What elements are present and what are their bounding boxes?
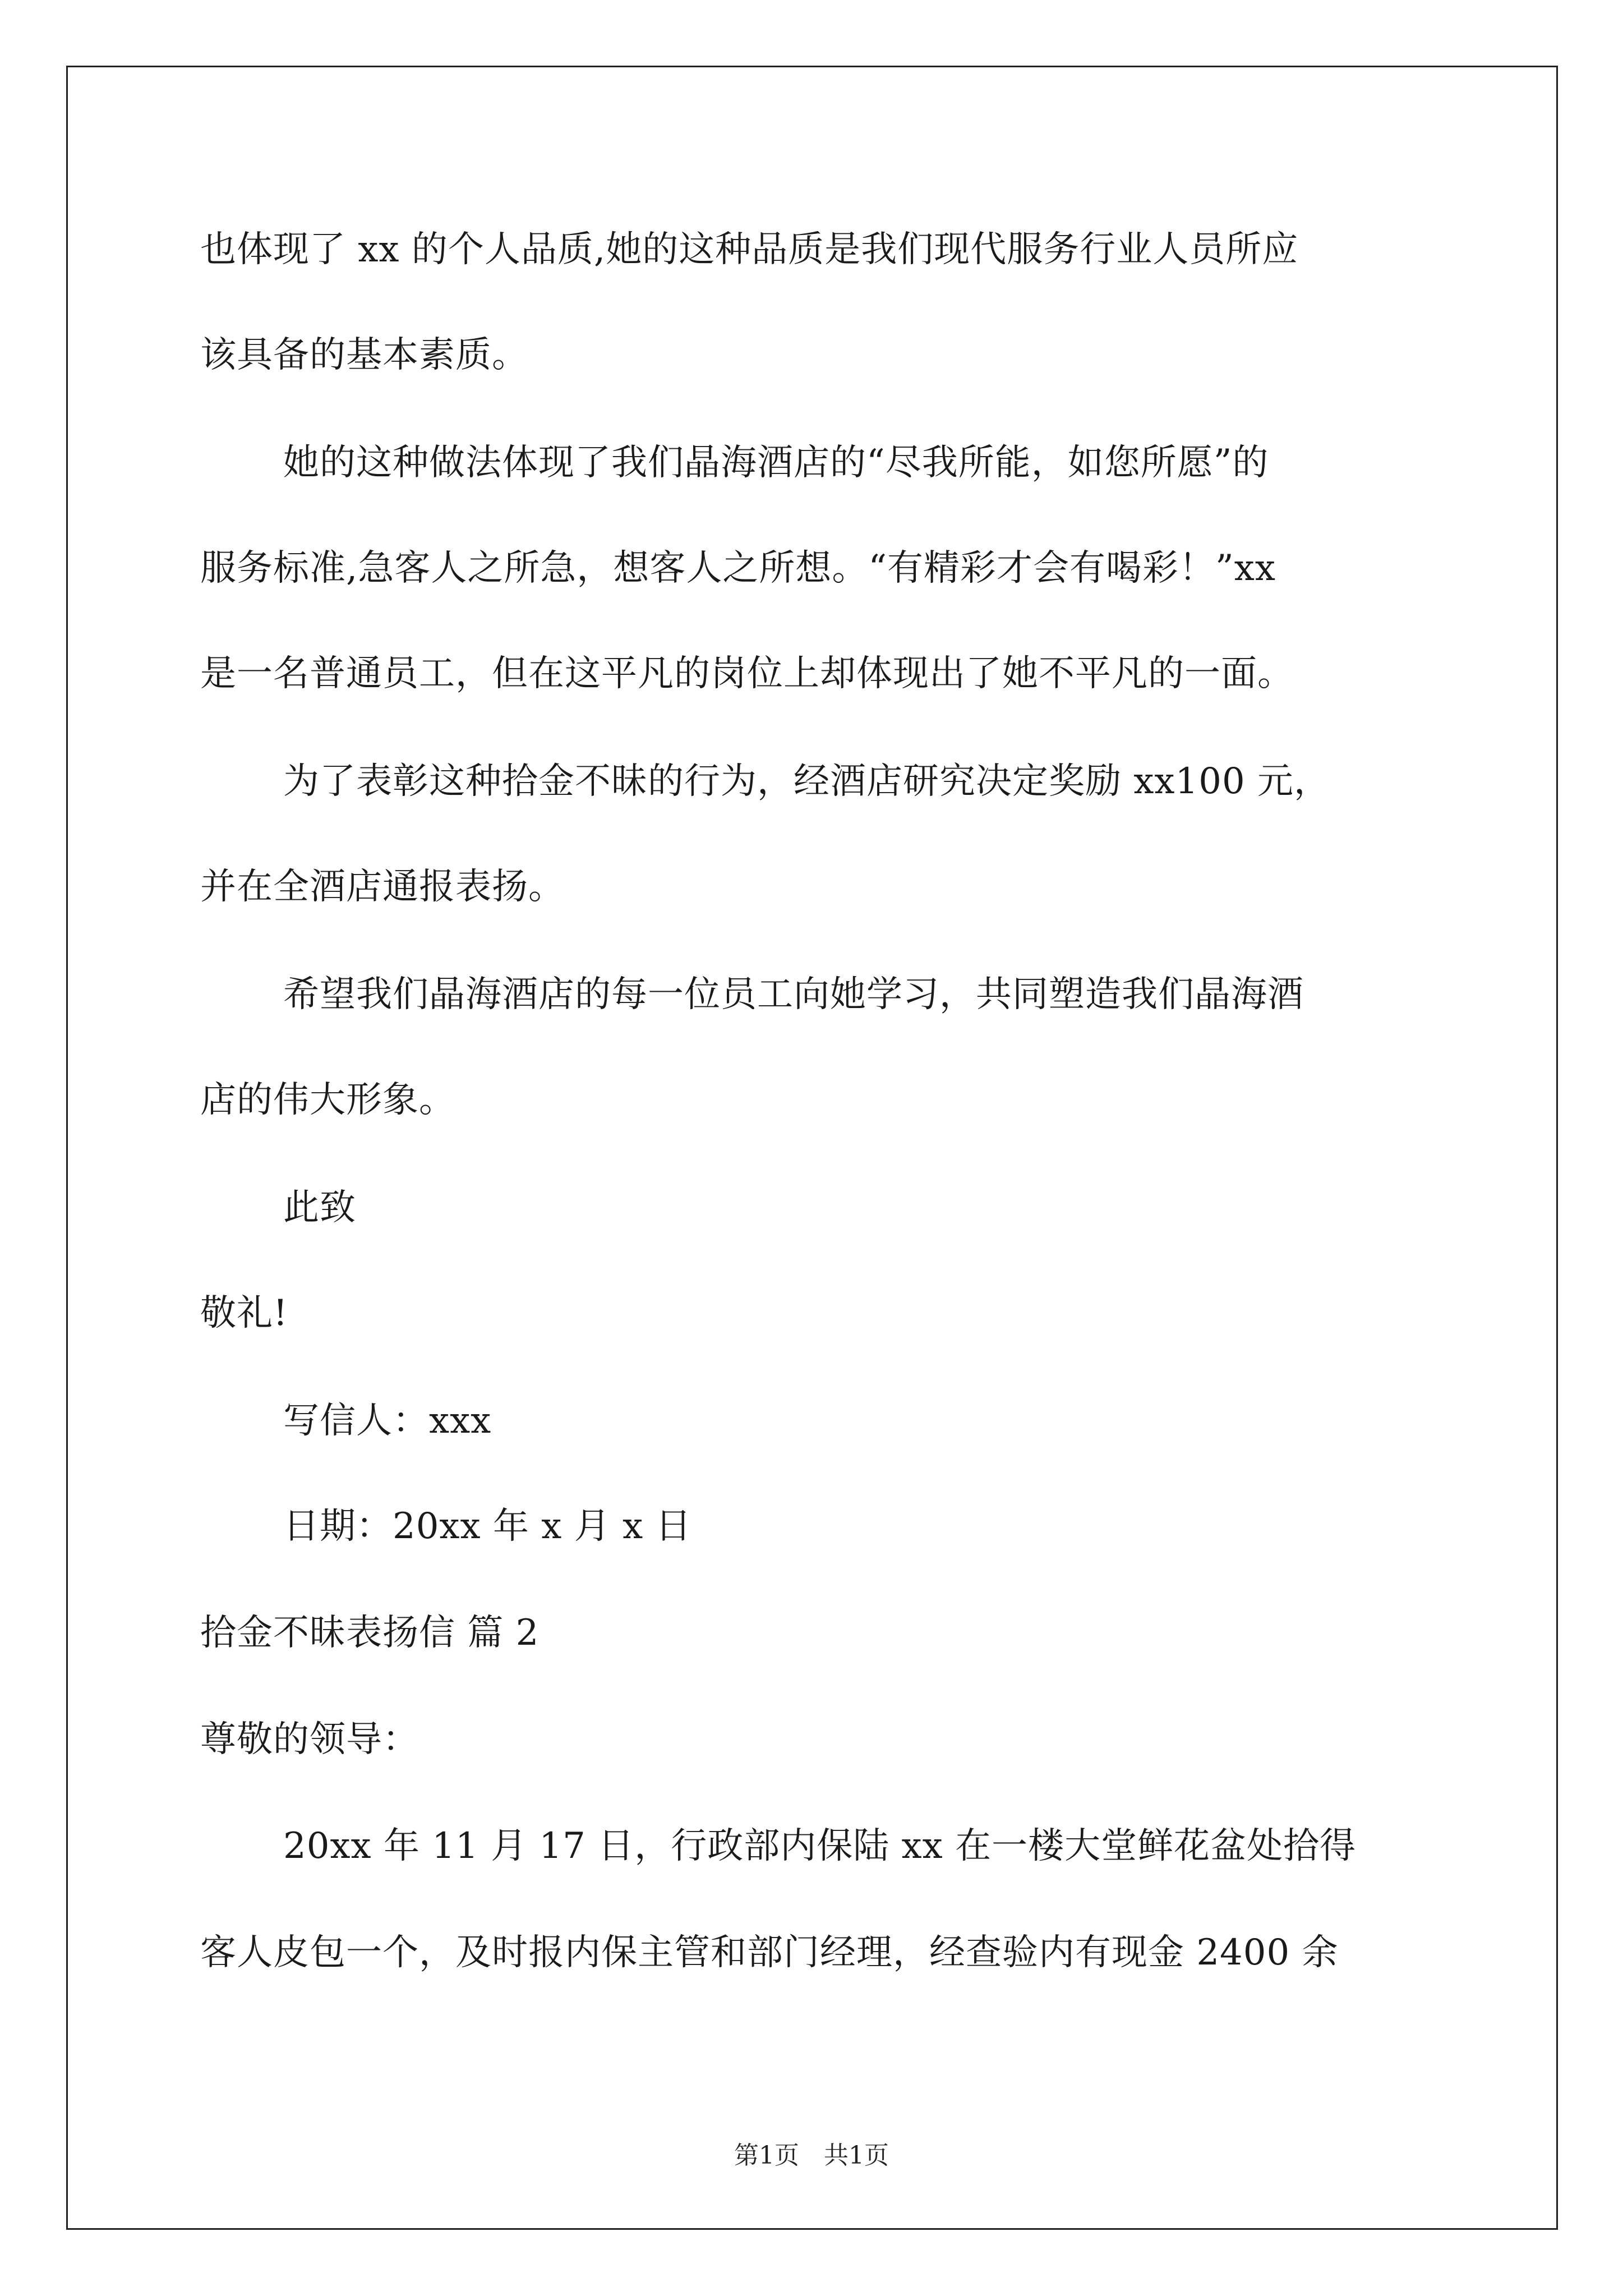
text-line: 也体现了 xx 的个人品质,她的这种品质是我们现代服务行业人员所应 xyxy=(200,229,1299,270)
page-footer: 第1页 共1页 xyxy=(734,2141,889,2170)
greeting: 尊敬的领导： xyxy=(200,1719,419,1760)
text-line: 客人皮包一个，及时报内保主管和部门经理，经查验内有现金 2400 余 xyxy=(200,1932,1339,1973)
section-heading: 拾金不昧表扬信 篇 2 xyxy=(200,1612,540,1654)
paragraph-start: 希望我们晶海酒店的每一位员工向她学习，共同塑造我们晶海酒 xyxy=(283,974,1304,1015)
paragraph-start: 她的这种做法体现了我们晶海酒店的“尽我所能，如您所愿”的 xyxy=(283,442,1269,484)
text-line: 是一名普通员工，但在这平凡的岗位上却体现出了她不平凡的一面。 xyxy=(200,653,1294,694)
signature-date: 日期：20xx 年 x 月 x 日 xyxy=(283,1506,692,1547)
text-line: 并在全酒店通报表扬。 xyxy=(200,866,565,908)
text-line: 服务标准,急客人之所急，想客人之所想。“有精彩才会有喝彩！”xx xyxy=(200,547,1276,589)
text-line: 该具备的基本素质。 xyxy=(200,334,528,376)
paragraph-start: 为了表彰这种拾金不昧的行为，经酒店研究决定奖励 xx100 元， xyxy=(283,761,1331,802)
page-border xyxy=(66,66,1558,2230)
closing-respect: 敬礼! xyxy=(200,1292,288,1334)
paragraph-start: 20xx 年 11 月 17 日，行政部内保陆 xx 在一楼大堂鲜花盆处拾得 xyxy=(283,1825,1357,1867)
signature-writer: 写信人：xxx xyxy=(283,1400,492,1442)
text-line: 店的伟大形象。 xyxy=(200,1079,455,1121)
closing-salutation: 此致 xyxy=(283,1187,356,1228)
